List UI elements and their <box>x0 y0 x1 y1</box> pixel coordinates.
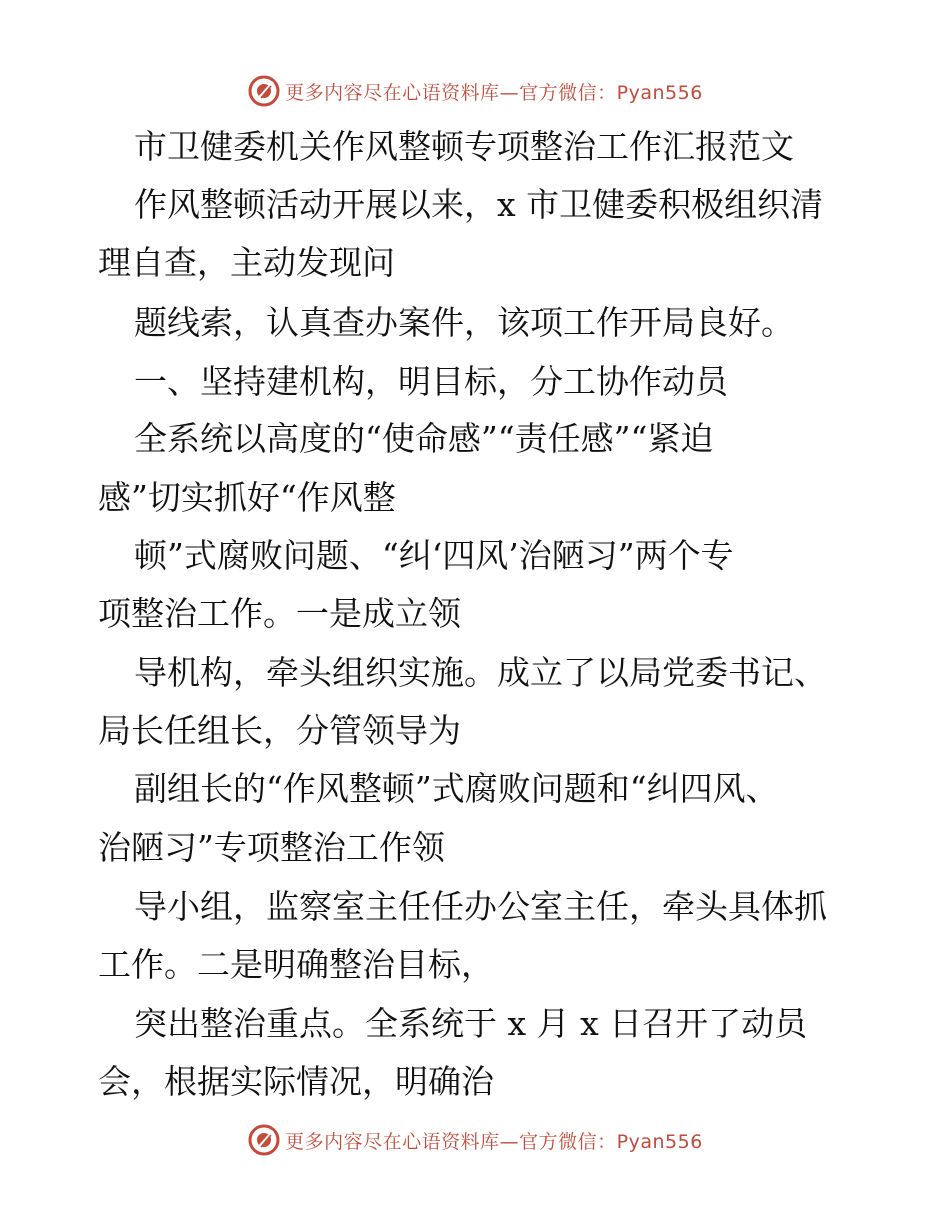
paragraph-line: 会，根据实际情况，明确治 <box>98 1062 494 1101</box>
paragraph-line: 突出整治重点。全系统于 x 月 x 日召开了动员 <box>134 1004 808 1043</box>
paragraph-line: 导机构，牵头组织实施。成立了以局党委书记、 <box>134 653 827 692</box>
paragraph-line: 副组长的“作风整顿”式腐败问题和“纠四风、 <box>134 769 779 808</box>
paragraph-line: 工作。二是明确整治目标， <box>98 945 494 984</box>
paragraph-line: 顿”式腐败问题、“纠‘四风’治陋习”两个专 <box>134 536 734 575</box>
footer-watermark-banner <box>0 1120 950 1160</box>
paragraph-line: 导小组，监察室主任任办公室主任，牵头具体抓 <box>134 887 827 926</box>
section-heading: 一、坚持建机构，明目标，分工协作动员 <box>134 362 728 401</box>
document-title: 市卫健委机关作风整顿专项整治工作汇报范文 <box>134 127 794 166</box>
brand-logo-icon <box>247 1123 281 1157</box>
footer-watermark-text: 更多内容尽在心语资料库—官方微信：Pyan556 <box>285 1130 703 1153</box>
brand-logo-icon <box>247 74 281 108</box>
paragraph-line: 理自查，主动发现问 <box>98 243 395 282</box>
paragraph-line: 项整治工作。一是成立领 <box>98 594 461 633</box>
paragraph-line: 题线索，认真查办案件，该项工作开局良好。 <box>134 303 794 342</box>
paragraph-line: 作风整顿活动开展以来，x 市卫健委积极组织清 <box>134 185 824 224</box>
header-watermark-banner <box>0 71 950 111</box>
paragraph-line: 感”切实抓好“作风整 <box>98 478 396 517</box>
header-watermark-text: 更多内容尽在心语资料库—官方微信：Pyan556 <box>285 81 703 104</box>
paragraph-line: 全系统以高度的“使命感”“责任感”“紧迫 <box>134 419 714 458</box>
paragraph-line: 治陋习”专项整治工作领 <box>98 828 445 867</box>
paragraph-line: 局长任组长，分管领导为 <box>98 711 461 750</box>
